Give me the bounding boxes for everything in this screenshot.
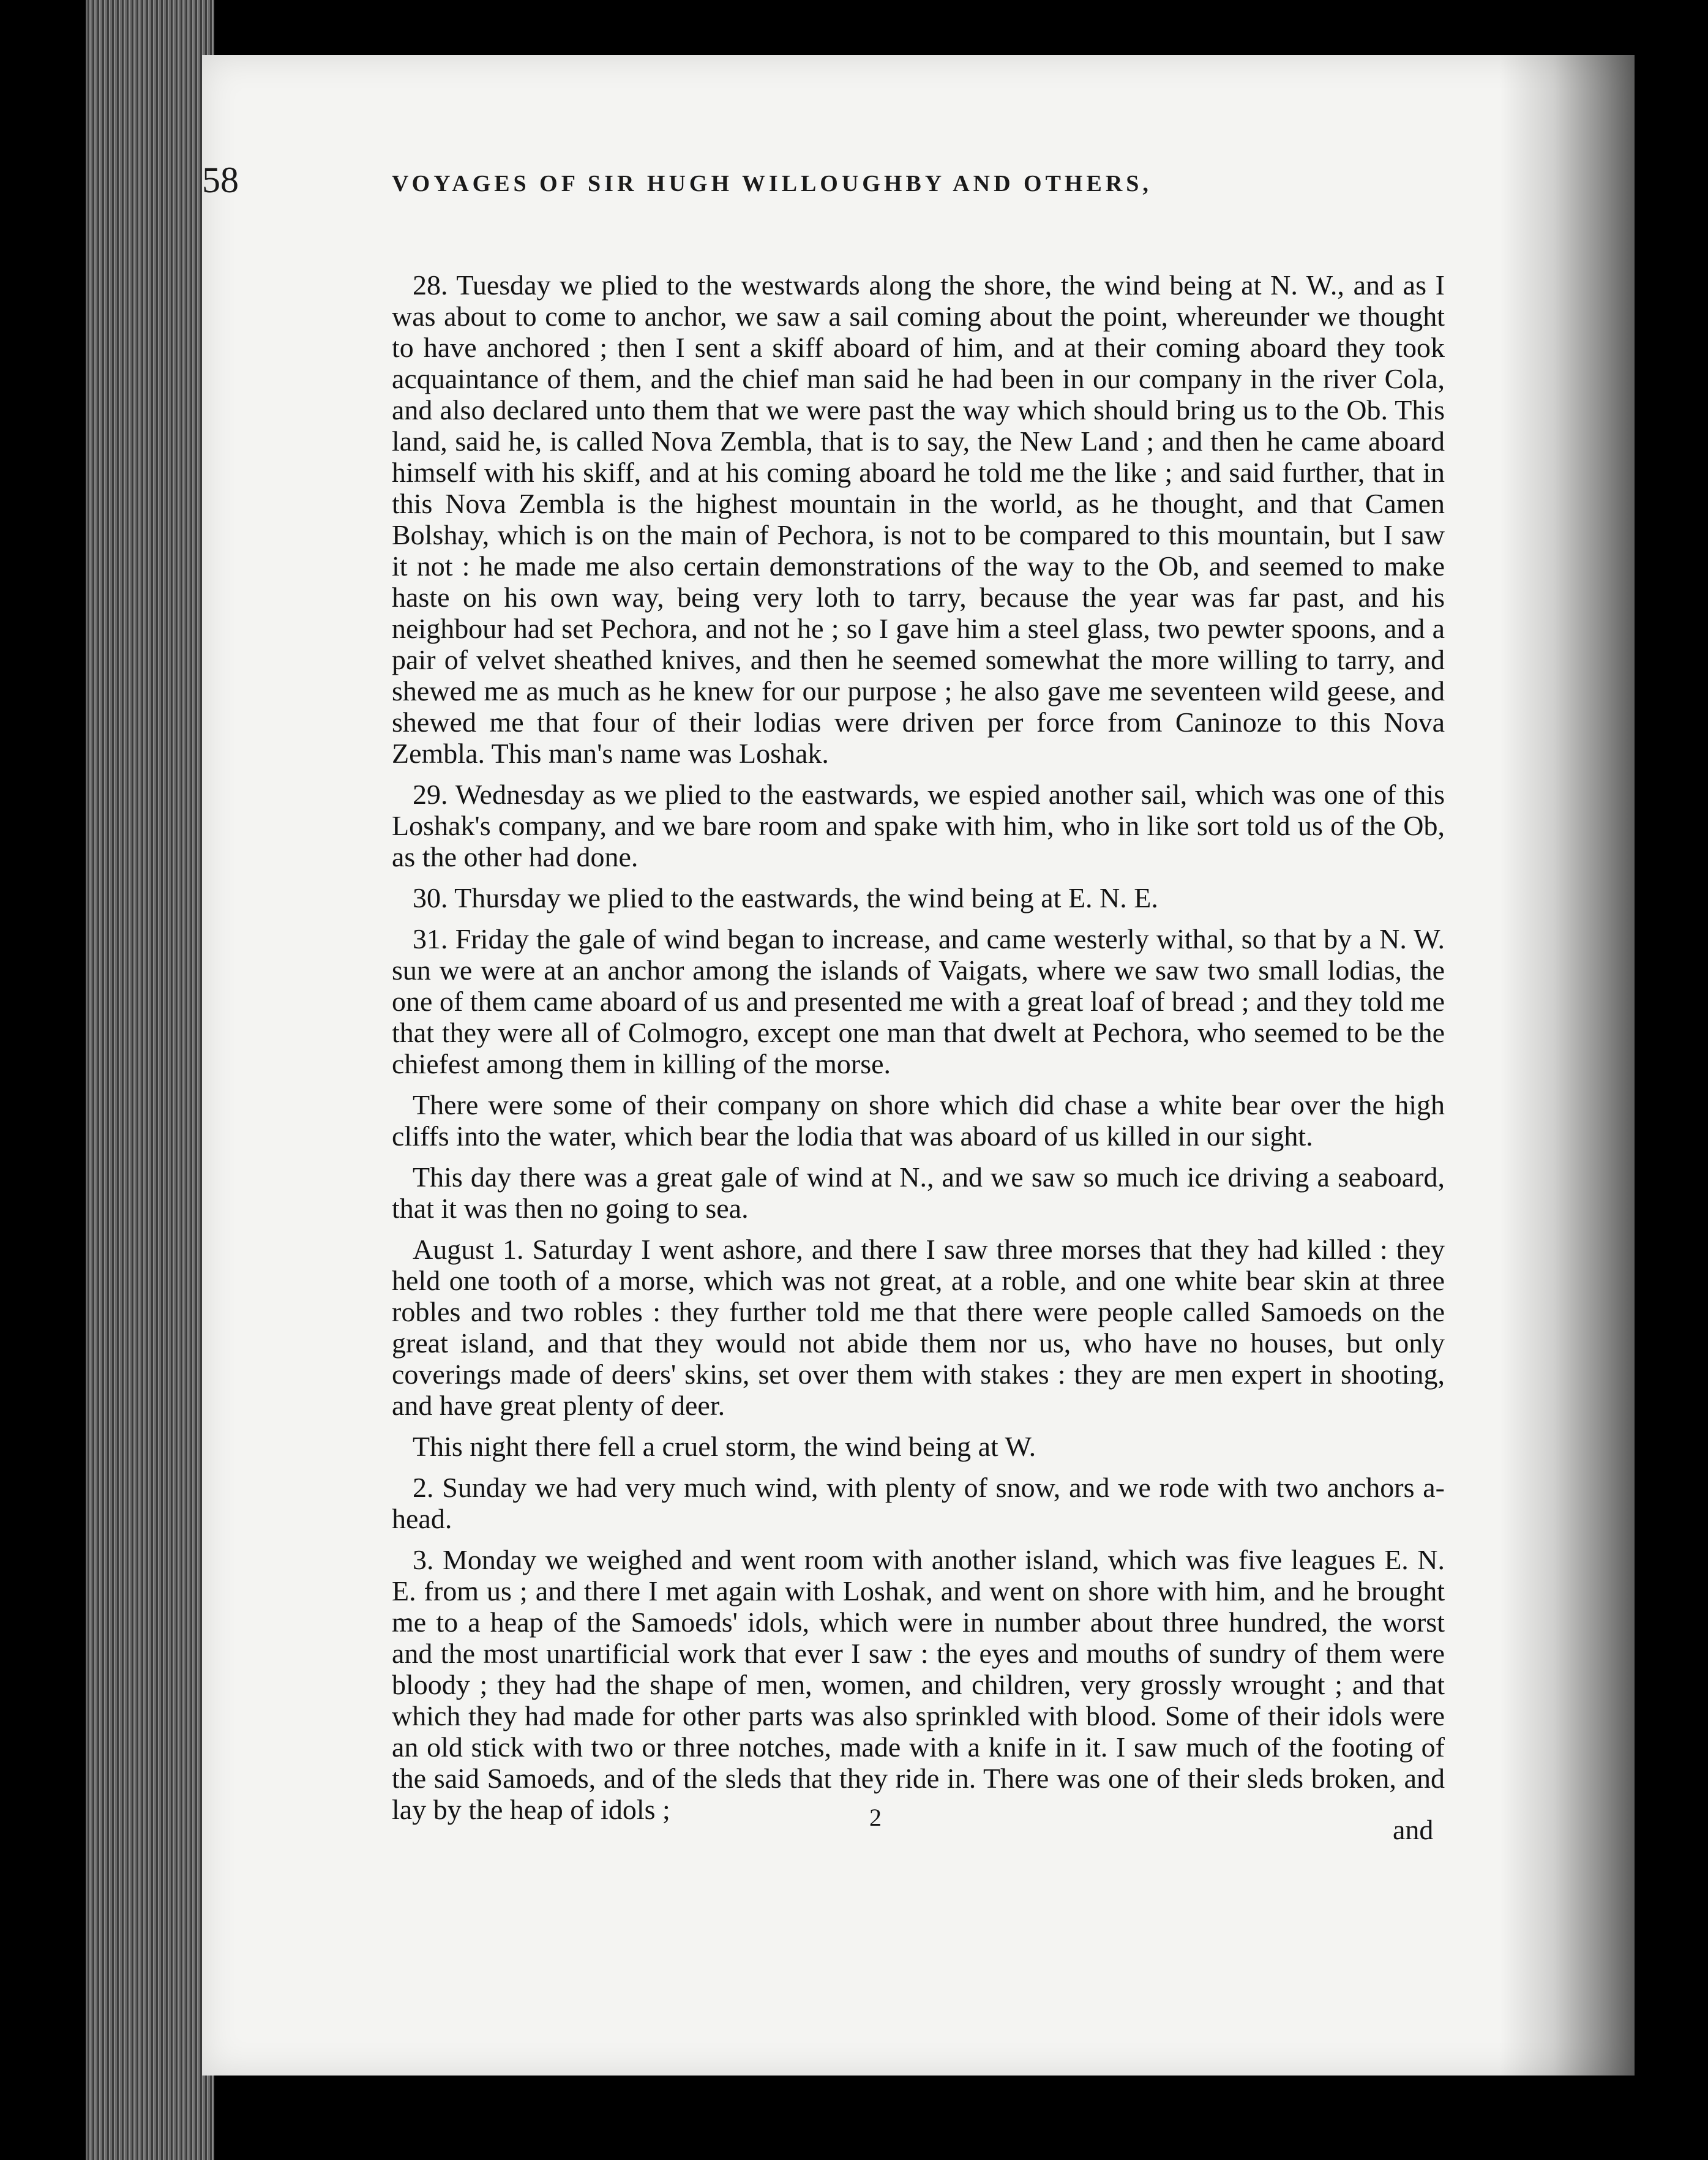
body-text bbox=[392, 269, 1445, 1835]
paragraph-ice: This day there was a great gale of wind at N., and we saw so much ice driving a seaboard, that it was then no going to sea. bbox=[392, 1161, 1445, 1224]
signature-mark: 2 bbox=[869, 1804, 882, 1831]
paragraph-july-29: 29. Wednesday as we plied to the eastwards, we espied another sail, which was one of this Loshak's company, and we bare room and spake with him, who in like sort told us of the Ob, as the other had done. bbox=[392, 779, 1445, 872]
paragraph-august-2: 2. Sunday we had very much wind, with plenty of snow, and we rode with two anchors a-head. bbox=[392, 1472, 1445, 1534]
running-title: VOYAGES OF SIR HUGH WILLOUGHBY AND OTHERS, bbox=[392, 171, 1152, 197]
page-gutter-shadow bbox=[1500, 55, 1635, 2076]
catchword: and bbox=[1393, 1814, 1434, 1845]
paragraph-july-31: 31. Friday the gale of wind began to increase, and came westerly withal, so that by a N. W. sun we were at an anchor among the islands of Vaigats, where we saw two small lodias, the one of them came aboard of us and presented me with a great loaf of bread ; and they told me that they were all of Colmogro, except one man that dwelt at Pechora, who seemed to be the chiefest among them in killing of the morse. bbox=[392, 923, 1445, 1079]
paragraph-white-bear: There were some of their company on shore which did chase a white bear over the high cliffs into the water, which bear the lodia that was aboard of us killed in our sight. bbox=[392, 1089, 1445, 1152]
paragraph-august-1: August 1. Saturday I went ashore, and there I saw three morses that they had killed : they held one tooth of a morse, which was not great, at a roble, and one white bear skin at three robles and two robles : they further told me that there were people called Samoeds on the great island, and that they would not abide them nor us, who have no houses, but only coverings made of deers' skins, set over them with stakes : they are men expert in shooting, and have great plenty of deer. bbox=[392, 1234, 1445, 1421]
paragraph-august-3: 3. Monday we weighed and went room with another island, which was five leagues E. N. E. from us ; and there I met again with Loshak, and went on shore with him, and he brought me to a heap of the Samoeds' idols, which were in number about three hundred, the worst and the most unartificial work that ever I saw : the eyes and mouths of sundry of them were bloody ; they had the shape of men, women, and children, very grossly wrought ; and that which they had made for other parts was also sprinkled with blood. Some of their idols were an old stick with two or three notches, made with a knife in it. I saw much of the footing of the said Samoeds, and of the sleds that they ride in. There was one of their sleds broken, and lay by the heap of idols ; bbox=[392, 1544, 1445, 1825]
paragraph-july-30: 30. Thursday we plied to the eastwards, the wind being at E. N. E. bbox=[413, 882, 1158, 913]
book-fore-edge bbox=[86, 0, 214, 2160]
paragraph-storm: This night there fell a cruel storm, the wind being at W. bbox=[413, 1431, 1036, 1462]
page-header bbox=[202, 159, 1426, 214]
paragraph-july-28: 28. Tuesday we plied to the westwards along the shore, the wind being at N. W., and as I was about to come to anchor, we saw a sail coming about the point, whereunder we thought to have anchored ; then I sent a skiff aboard of him, and at their coming aboard they took acquaintance of them, and the chief man said he had been in our company in the river Cola, and also declared unto them that we were past the way which should bring us to the Ob. This land, said he, is called Nova Zembla, that is to say, the New Land ; and then he came aboard himself with his skiff, and at his coming aboard he told me the like ; and said further, that in this Nova Zembla is the highest mountain in the world, as he thought, and that Camen Bolshay, which is on the main of Pechora, is not to be compared to this mountain, but I saw it not : he made me also certain demonstrations of the way to the Ob, and seemed to make haste on his own way, being very loth to tarry, because the year was far past, and his neighbour had set Pechora, and not he ; so I gave him a steel glass, two pewter spoons, and a pair of velvet sheathed knives, and then he seemed somewhat the more willing to tarry, and shewed me as much as he knew for our purpose ; he also gave me seventeen wild geese, and shewed me that four of their lodias were driven per force from Caninoze to this Nova Zembla. This man's name was Loshak. bbox=[392, 269, 1445, 769]
page-number: 58 bbox=[202, 160, 239, 200]
